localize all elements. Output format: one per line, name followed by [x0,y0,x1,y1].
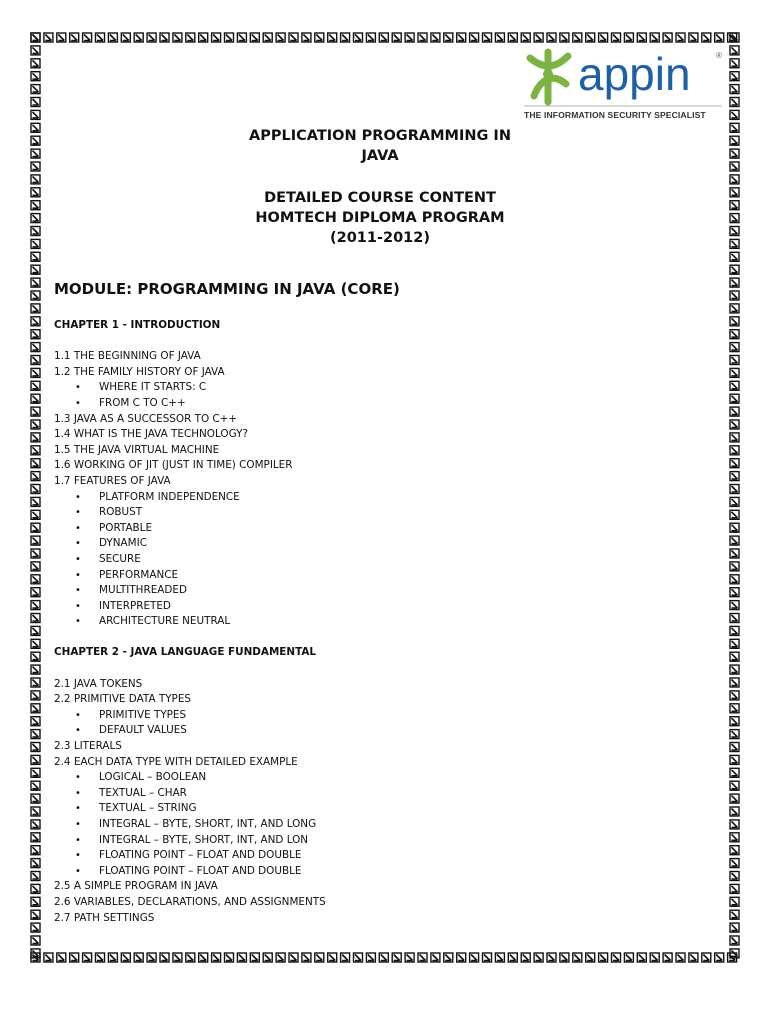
bullet-icon: • [75,397,81,409]
section-item: 2.3 LITERALS [54,740,122,753]
bullet-icon: • [75,787,81,799]
section-item: 2.5 A SIMPLE PROGRAM IN JAVA [54,880,218,893]
bullet-icon: • [75,382,81,394]
section-item: 2.4 EACH DATA TYPE WITH DETAILED EXAMPLE [54,755,298,768]
bullet-icon: • [75,522,81,534]
section-item: 2.2 PRIMITIVE DATA TYPES [54,693,191,706]
bullet-icon: • [75,569,81,581]
bullet-label: FLOATING POINT – FLOAT AND DOUBLE [99,864,302,877]
bullet-label: FLOATING POINT – FLOAT AND DOUBLE [99,849,302,862]
bullet-label: INTERPRETED [99,599,171,612]
bullet-icon: • [75,616,81,628]
bullet-item [54,490,714,506]
bullet-label: INTEGRAL – BYTE, SHORT, INT, AND LONG [99,818,317,830]
chapter-heading: CHAPTER 1 - INTRODUCTION [54,319,221,331]
bullet-item [54,817,714,833]
section-item: 2.6 VARIABLES, DECLARATIONS, AND ASSIGNMENTS [54,895,326,908]
bullet-item [54,864,714,880]
bullet-label: DEFAULT VALUES [99,724,187,737]
bullet-label: PORTABLE [99,521,153,534]
appin-wordmark: appin [578,48,691,100]
bullet-item [54,536,714,552]
section-item: 1.5 THE JAVA VIRTUAL MACHINE [54,443,220,456]
registered-mark: ® [716,51,722,60]
bullet-icon: • [75,553,81,565]
module-heading: MODULE: PROGRAMMING IN JAVA (CORE) [54,280,400,298]
course-content [54,318,714,926]
bullet-label: FROM C TO C++ [99,396,186,409]
bullet-icon: • [75,834,81,846]
bullet-label: ROBUST [99,506,143,519]
appin-logo [520,44,725,126]
section-item: 1.7 FEATURES OF JAVA [54,474,171,487]
bullet-label: INTEGRAL – BYTE, SHORT, INT, AND LON [99,833,309,846]
section-item: 1.6 WORKING OF JIT (JUST IN TIME) COMPILER [54,459,293,472]
bullet-icon: • [75,709,81,721]
bullet-icon: • [75,803,81,815]
bullet-item [54,568,714,584]
logo-tagline: THE INFORMATION SECURITY SPECIALIST [524,110,706,120]
bullet-item [54,848,714,864]
bullet-item [54,708,714,724]
bullet-item [54,583,714,599]
bullet-icon: • [75,865,81,877]
bullet-label: MULTITHREADED [99,584,187,597]
bullet-label: LOGICAL – BOOLEAN [99,771,207,784]
title-line-1: APPLICATION PROGRAMMING IN [249,128,511,144]
section-item: 2.7 PATH SETTINGS [54,911,155,924]
bullet-label: PLATFORM INDEPENDENCE [99,490,240,503]
bullet-label: PRIMITIVE TYPES [99,708,187,721]
border-top [30,32,740,43]
bullet-item [54,801,714,817]
appin-logo-graphic [520,44,725,108]
bullet-item [54,723,714,739]
bullet-item [54,833,714,849]
bullet-item [54,505,714,521]
bullet-icon: • [75,491,81,503]
bullet-icon: • [75,772,81,784]
bullet-icon: • [75,600,81,612]
section-item: 1.2 THE FAMILY HISTORY OF JAVA [54,365,225,378]
bullet-item [54,786,714,802]
bullet-icon: • [75,585,81,597]
title-line-2: JAVA [361,148,399,164]
title-line-4: HOMTECH DIPLOMA PROGRAM [255,210,505,226]
border-left [30,32,41,963]
bullet-label: TEXTUAL – CHAR [99,786,187,799]
bullet-item [54,614,714,630]
bullet-label: TEXTUAL – STRING [99,802,197,815]
bullet-icon: • [75,507,81,519]
section-item: 1.4 WHAT IS THE JAVA TECHNOLOGY? [54,428,248,441]
section-item: 2.1 JAVA TOKENS [54,677,143,690]
bullet-label: DYNAMIC [99,537,147,550]
bullet-icon: • [75,538,81,550]
section-item: 1.1 THE BEGINNING OF JAVA [54,350,201,363]
border-bottom [30,952,740,963]
document-title [180,126,580,248]
bullet-item [54,521,714,537]
bullet-label: ARCHITECTURE NEUTRAL [99,615,231,628]
bullet-icon: • [75,850,81,862]
bullet-item [54,599,714,615]
title-line-3: DETAILED COURSE CONTENT [264,190,496,206]
bullet-icon: • [75,725,81,737]
border-right [729,32,740,963]
bullet-icon: • [75,819,81,830]
bullet-label: SECURE [99,552,141,565]
bullet-item [54,552,714,568]
bullet-item [54,380,714,396]
bullet-item [54,770,714,786]
bullet-label: PERFORMANCE [99,568,179,581]
section-item: 1.3 JAVA AS A SUCCESSOR TO C++ [54,412,238,425]
title-line-5: (2011-2012) [330,230,430,246]
bullet-label: WHERE IT STARTS: C [99,381,207,394]
chapter-heading: CHAPTER 2 - JAVA LANGUAGE FUNDAMENTAL [54,646,317,659]
bullet-item [54,396,714,412]
